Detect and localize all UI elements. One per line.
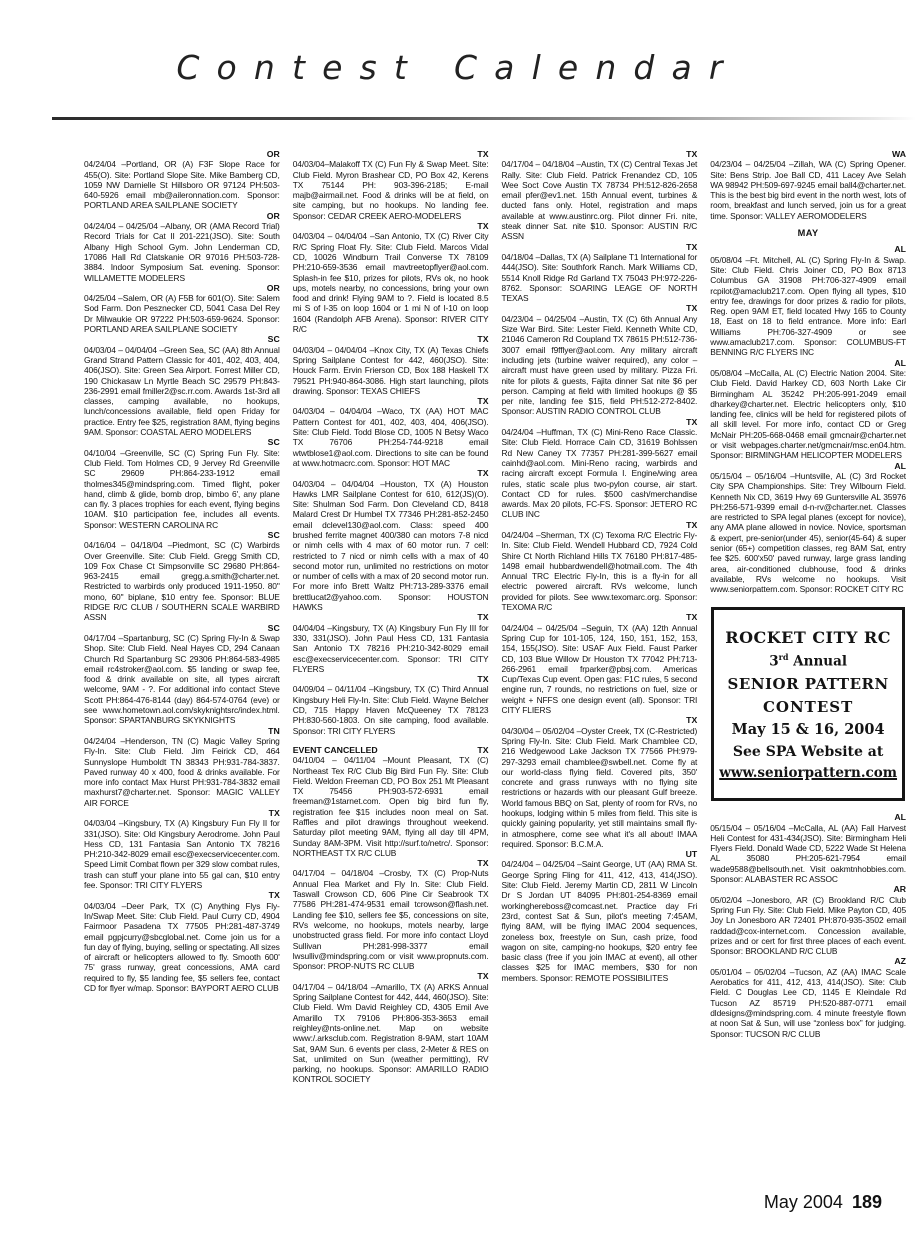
listing-entry: 04/25/04 –Salem, OR (A) F5B for 601(O). Site: Salem Sod Farm. Don Pesznecker CD, 5041 Casa Del Rey Dr Milwaukie OR 97222 PH:503-659-9624. Sponsor: PORTLAND AREA SAILPLANE SOCIETY <box>84 293 280 335</box>
calendar-column-4 <box>710 149 906 1039</box>
state-label: TX <box>686 612 698 623</box>
state-label: TX <box>268 890 280 901</box>
state-label: TN <box>268 725 280 736</box>
ad-line-superscript: rd <box>778 652 789 663</box>
state-label: OR <box>266 282 280 293</box>
ad-line: www.seniorpattern.com <box>719 765 898 782</box>
listing-entry: 04/03/04 – 04/04/04 –Houston, TX (A) Houston Hawks LMR Sailplane Contest for 610, 612(JS)(O). Site: Shulman Sod Farm. Don Cleveland CD, 8418 Malard Crest Dr Humbel TX 77346 PH:281-852-2450 email dclevel130@aol.com. Class: speed 400 brushed ferrite magnet 400/380 can motors 7-8 nicd or nimh cells with 4 max of 60 motor run. 7 cell: restricted to 7 nicd or nimh cells with a max of 40 second motor run, unlimited no restrictions on motor or number of cells with a max of 20 second motor run. For more info Brett Waltz PH:713-289-3376 email brettlucat2@yahoo.com. Sponsor: HOUSTON HAWKS <box>292 478 489 613</box>
page-footer <box>764 1192 882 1213</box>
state-label: TX <box>477 149 489 159</box>
listing-entry: 05/01/04 – 05/02/04 –Tucson, AZ (AA) IMAC Scale Aerobatics for 411, 412, 413, 414(JSO). Site: Club Field. C Douglas Lee CD, 1145 E Kleindale Rd Tucson AZ 85719 PH:520-887-0771 email dldesigns@mindspring.com. 4 minute freestyle flown at noon Sat & Sun, will use “zonless box” for judging. Sponsor: TUCSON R/C CLUB <box>710 966 906 1039</box>
listing-entry: 04/03/04 –Kingsbury, TX (A) Kingsbury Fun Fly II for 331(JSO). Site: Old Kingsbury Aerodrome. John Paul Hess CD, 131 Fantasia San Antonio TX 78216 PH:210-342-8029 email esc@execservicecenter.com. Speed Limit Combat flown per 329 slow combat rules, trash can stuff your plane into 55 gal can, $10 entry fee. Sponsor: TRI CITY FLYERS <box>84 818 280 891</box>
senior-pattern-contest-ad <box>711 607 905 801</box>
listing-entry: 04/03/04–Malakoff TX (C) Fun Fly & Swap Meet. Site: Club Field. Myron Brashear CD, PO Box 42, Kerens TX 75144 PH: 903-396-2185; E-mail majb@airmail.net. Food & drinks will be at field, on site camping, but no hookups. No landing fee. Sponsor: CEDAR CREEK AERO-MODELERS <box>292 159 489 221</box>
state-label: TX <box>477 334 489 345</box>
state-label: TX <box>477 468 489 479</box>
cancelled-label: EVENT CANCELLED <box>292 744 378 755</box>
state-label: OR <box>266 210 280 221</box>
page-title <box>0 48 916 87</box>
listing-entry: 05/15/04 – 05/16/04 –Huntsville, AL (C) 3rd Rocket City SPA Championships. Site: Trey Wilbourn Field. Kenneth Nix CD, 3619 Hwy 69 Guntersville AL 35976 PH:256-571-9399 email d-n-rv@charter.net. Classes are restricted to SPA legal planes (except for novice), any AMA plane allowed in novice. Novice, sportsman & expert, pre-senior(under 45), senior(45-64) & super senior (65+) competition classes, reg 8AM Sat, entry fee $25. 600'x50' paved runway, large grass landing area, air-conditioned clubhouse, food & drinks available, RVs welcome no hookups. Visit www.seniorpattern.com. Sponsor: ROCKET CITY RC <box>710 470 906 595</box>
state-label: TX <box>686 241 698 252</box>
month-section-header: MAY <box>797 228 819 239</box>
listing-entry: 04/24/04 – 04/25/04 –Albany, OR (AMA Record Trial) Record Trials for Cat II 201-221(JSO). Site: South Albany High School Gym. John Lenderman CD, 17086 Hall Rd Clatskanie OR 97016 PH:503-728-3884. Indoor Symposium Sat. evening. Sponsor: WILLAMETTE MODELERS <box>84 221 280 283</box>
listing-entry: 04/24/04 –Henderson, TN (C) Magic Valley Spring Fly-In. Site: Club Field. Jim Feirick CD, 464 Sunnyslope Humboldt TN 38343 PH:931-784-3837. Paved runway 40 x 400, food & drinks available. For more info contact Max Hurst PH:931-784-3832 email maxhurst7@charter.net. Sponsor: MAGIC VALLEY AIR FORCE <box>84 735 280 808</box>
listing-entry: 04/18/04 –Dallas, TX (A) Sailplane T1 International for 444(JSO). Site: Southfork Ranch. Mark Williams CD, 5514 Knoll Ridge Rd Garland TX 75043 PH:972-226-8762. Sponsor: SOARING LEAGE OF NORTH TEXAS <box>501 251 698 304</box>
listing-entry: 04/04/04 –Kingsbury, TX (A) Kingsbury Fun Fly III for 330, 331(JSO). John Paul Hess CD, 131 Fantasia San Antonio TX 78216 PH:210-342-8029 email esc@execservicecenter.com. Sponsor: TRI CITY FLYERS <box>292 622 489 674</box>
state-label: TX <box>477 971 489 982</box>
listing-entry: 05/15/04 – 05/16/04 –McCalla, AL (AA) Fall Harvest Heli Contest for 431-434(JSO). Site: Birmingham Heli Flyers Field. Donald Wade CD, 5222 Wade St Helena AL 35080 PH:205-621-7954 email wade9588@bellsouth.net. Visit oakmtnhobbies.com. Sponsor: ALABASTER RC ASSOC <box>710 822 906 885</box>
listing-entry: 04/24/04 –Portland, OR (A) F3F Slope Race for 455(O). Site: Portland Slope Site. Mike Bamberg CD, 1059 NW Darnielle St Hillsboro OR 97124 PH:503-640-5926 email mb@aileronnation.com. Sponsor: PORTLAND AREA SAILPLANE SOCIETY <box>84 159 280 211</box>
listing-entry: 04/03/04 – 04/04/04 –San Antonio, TX (C) River City R/C Spring Float Fly. Site: Club Field. Marcos Vidal CD, 10026 Windburn Trail Converse TX 78109 PH:210-659-3536 email mavtreetopflyer@aol.com. Splash-in fee $10, prizes for pilots, RVs ok, no hook ups, motels nearby, no concessions, bring your own food and drink! Flying 9AM to ?. Field is located 8.5 mi S of I-35 on loop 1604 or 1 mi N of I-10 on loop 1604 (Randolph AFB Arena). Sponsor: RIVER CITY R/C <box>292 231 489 335</box>
ad-line: May 15 & 16, 2004 <box>731 721 885 739</box>
state-label: TX <box>477 858 489 869</box>
listing-entry: 04/16/04 – 04/18/04 –Piedmont, SC (C) Warbirds Over Greenville. Site: Club Field. Gregg Smith CD, 109 Fox Chase Ct Simpsonville SC 29680 PH:864-963-2415 email gregg.a.smith@charter.net. Restricted to warbirds only produced 1911-1950. 80" mono, 60" biplane, $10 entry fee. Sponsor: BLUE RIDGE R/C CLUB / SOUTHERN SCALE WARBIRD ASSN <box>84 540 280 623</box>
listing-entry: 04/03/04 – 04/04/04 –Green Sea, SC (AA) 8th Annual Grand Strand Pattern Classic for 401, 402, 403, 404, 406(JSO). Site: Green Sea Airport. Forrest Miller CD, 190 Chickasaw Ln Myrtle Beach SC 29579 PH:843-236-2991 email fmiller2@sc.rr.com. Awards 1st-3rd all classes, camping available, no hookups, lunch/concessions available, field open Friday for practice. Entry fee $25, registration 8AM, flying begins 9AM. Sponsor: COASTAL AERO MODELERS <box>84 344 280 438</box>
calendar-column-1 <box>84 149 280 993</box>
listing-entry: 04/30/04 – 05/02/04 –Oyster Creek, TX (C-Restricted) Spring Fly-In. Site: Club Field. Mark Chamblee CD, 216 Wedgewood Lake Jackson TX 77566 PH:979-297-3293 email chamblee@swbell.net. Come fly at our world-class flying field. Covered pits, 350' concrete and grass runways with no flying site restrictions or hazards with our pleasant Gulf breeze. World famous BBQ on Sat, plenty of room for RVs, no hookups, lodging within 5 miles from field. This site is quickly gaining popularity, yet still maintains small fly-in atmosphere, come see what it's all about! IMAA required. Sponsor: B.C.M.A. <box>501 725 698 849</box>
listing-entry: 04/17/04 –Spartanburg, SC (C) Spring Fly-In & Swap Shop. Site: Club Field. Neal Hayes CD, 294 Canaan Church Rd Spartanburg SC 29306 PH:864-583-4985 email rc4stroker@aol.com. $5 landing or swap fee, food & drink available on site, all types aircraft welcome, 9AM - ?. For additional info contact Steve Scott PH:864-476-8144 (day) 864-574-0764 (eve) or see www.hometown.aol.com/skyknightsrc/index.html. Sponsor: SPARTANBURG SKYKNIGHTS <box>84 632 280 726</box>
state-label: SC <box>267 622 280 633</box>
footer-issue: May 2004 <box>763 1192 843 1212</box>
ad-line: SENIOR PATTERN <box>727 674 889 693</box>
listing-entry: 04/03/04 –Deer Park, TX (C) Anything Flys Fly-In/Swap Meet. Site: Club Field. Paul Curry CD, 4904 Fairmoor Pasadena TX 77505 PH:281-487-3749 email pgpjcurry@sbcglobal.net. Come join us for a fun day of flying, buying, selling or spectating. All sizes of aircraft or helicopters allowed to fly. Smooth 600' 75' grass runway, great concessions, AMA card required to fly, $5 landing fee, $5 sellers fee, contact CD for flyer w/map. Sponsor: BAYPORT AERO CLUB <box>84 900 280 994</box>
state-label: TX <box>477 612 489 623</box>
ad-line-text: 3 <box>769 653 779 670</box>
cancelled-entry-header <box>293 745 489 755</box>
listing-entry: 04/03/04 – 04/04/04 –Waco, TX (AA) HOT MAC Pattern Contest for 401, 402, 403, 404, 406(JSO). Site: Club Field. Todd Blose CD, 1005 N Betsy Waco TX 76706 PH:254-744-9218 email wtwtblose1@aol.com. Directions to site can be found at www.hotmacrc.com. Sponsor: HOT MAC <box>292 406 489 468</box>
state-label: OR <box>266 149 280 159</box>
listing-entry: 04/10/04 –Greenville, SC (C) Spring Fun Fly. Site: Club Field. Tom Holmes CD, 9 Jervey Rd Greenville SC 29609 PH:864-233-1912 email tholmes345@mindspring.com. Timed flight, poker hand, climb & glide, bomb drop, bimbo 6', any plane can fly. 3 places trophies for each event, flying begins 10AM. $10 participation fee, includes all events. Sponsor: WESTERN CAROLINA RC <box>84 447 280 530</box>
listing-entry: 04/24/04 –Sherman, TX (C) Texoma R/C Electric Fly-In. Site: Club Field. Wendell Hubbard CD, 7924 Cold Shire Ct North Richland Hills TX 76180 PH:817-485-1498 email hubbardwendell@hotmail.com. The 4th Annual TRC Electric Fly-In, this is a fly-in for all electric powered aircraft. RVs welcome, lunch provided for pilots. See www.texomarc.org. Sponsor: TEXOMA R/C <box>501 529 698 613</box>
listing-entry: 04/23/04 – 04/25/04 –Zillah, WA (C) Spring Opener. Site: Bens Strip. Joe Ball CD, 411 Lacey Ave Selah WA 98942 PH:509-697-9245 email ball4@charter.net. This is the best big bird event in the north west, lots of room, breakfast and lunch served, join us for a great time. Sponsor: VALLEY AEROMODELERS <box>710 159 906 221</box>
state-label: TX <box>686 715 698 726</box>
state-label: TX <box>477 221 489 232</box>
state-label: TX <box>686 149 698 159</box>
listing-entry: 05/08/04 –Ft. Mitchell, AL (C) Spring Fly-In & Swap. Site: Club Field. Chris Joiner CD, PO Box 8713 Columbus GA 31908 PH:706-327-4909 email rcpilot@amaclub217.com. Open flying all types, $10 entry fee, drawings for door prizes & radio for pilots, Reg. open 9AM ET, field located Hwy 165 to County 18, East on 18 to field entrance. More info: Earl Williams PH:706-327-4909 or see www.amaclub217.com. Sponsor: COLUMBUS-FT BENNING R/C FLYERS INC <box>710 254 906 358</box>
ad-line: ROCKET CITY RC <box>725 628 891 648</box>
state-label: SC <box>267 334 280 345</box>
state-label: TX <box>477 744 489 755</box>
state-label: TX <box>477 396 489 407</box>
state-label: SC <box>267 437 280 448</box>
calendar-columns <box>84 149 906 1085</box>
header-rule <box>52 117 916 120</box>
state-label: AL <box>894 812 906 823</box>
state-label: AL <box>894 244 906 255</box>
ad-line: See SPA Website at <box>732 743 884 760</box>
state-label: UT <box>685 849 698 860</box>
listing-entry: 04/24/04 –Huffman, TX (C) Mini-Reno Race Classic. Site: Club Field. Horrace Cain CD, 31619 Bohlssen Rd New Caney TX 77357 PH:281-399-5627 email cainhd@aol.com. Mini-Reno racing, warbirds and racing aircraft except Formula I. Engine/wing area rules, static scale plus two-pylon course, air start. Contact CD for rules. $500 cash/merchandise awards. Max 20 pilots, FC-FS. Sponsor: JETERO RC CLUB INC <box>501 427 698 520</box>
listing-entry: 05/08/04 –McCalla, AL (C) Electric Nation 2004. Site: Club Field. David Harkey CD, 603 North Lake Cir Birmingham AL 35242 PH:205-991-2049 email dharkey@charter.net. Electric helicopters only, $10 landing fee, clinics will be held for registered pilots of all skill level. For more info, contact CD or Greg McNair PH:205-668-0468 email gmcnair@charter.net or visit webpages.charter.net/gmcnair/msc.en04.htm. Sponsor: BIRMINGHAM HELICOPTER MODELERS <box>710 367 906 461</box>
state-label: SC <box>267 529 280 540</box>
state-label: AL <box>894 460 906 471</box>
listing-entry: 04/03/04 – 04/04/04 –Knox City, TX (A) Texas Chiefs Spring Sailplane Contest for 442, 460(JSO). Site: Houck Farm. Ervin Frierson CD, Box 188 Haskell TX 79521 PH:940-864-3086. High start launching, pilots drawing. Sponsor: TEXAS CHIEFS <box>292 344 489 396</box>
ad-line <box>718 651 898 672</box>
listing-entry: 04/24/04 – 04/25/04 –Seguin, TX (AA) 12th Annual Spring Cup for 101-105, 124, 150, 151, 152, 153, 154, 155(JSO). Site: USAF Aux Field. Faust Parker CD, 103 Blue Willow Dr Houston TX 77042 PH:713-266-2961 email frparker@pbsj.com. Americas Cup/Texas Cup event. Open gas: F1C rules, 5 second engine run, 7 rounds, no restrictions on fuel, size or weight + NFFS one design event (all). Sponsor: TRI CITY FLIERS <box>501 622 698 716</box>
listing-entry: 04/24/04 – 04/25/04 –Saint George, UT (AA) RMA St. George Spring Fling for 411, 412, 413, 414(JSO). Site: Club Field. Jeremy Martin CD, 2811 W Lincoln Dr S Jordan UT 84095 PH:801-254-8369 email workinghereboss@comcast.net. Practice day Fri 23rd, contest Sat & Sun, pilot's meeting 7:45AM, flying 8AM, will be flying IMAC 2004 sequences, zoneless box, freestyle on Sun, cash prize, food wagon on site, camping-no hookups, $20 entry fee basic class (free if you join IMAC at event), all other classes $25 for IMAC members, $30 for non members. Sponsor: REMOTE POSSIBILITES <box>501 859 698 983</box>
state-label: TX <box>686 519 698 530</box>
state-label: TX <box>268 808 280 818</box>
ad-line-text: Annual <box>788 653 847 670</box>
listing-entry: 04/17/04 – 04/18/04 –Austin, TX (C) Central Texas Jet Rally. Site: Club Field. Patrick Frenandez CD, 105 Wee Soct Cove Austin TX 78734 PH:512-826-2658 email pfer@ev1.net. 15th Annual event, turbines & ducted fans only. Hotel, registration and maps available at www.austinrc.org. Pilot dinner Fri. nite, steak dinner Sat. nite $10. Sponsor: AUSTIN R/C ASSN <box>501 159 698 242</box>
state-label: TX <box>686 303 698 314</box>
calendar-column-2 <box>293 149 489 1085</box>
calendar-column-3 <box>502 149 698 983</box>
state-label: AZ <box>894 956 906 967</box>
state-label: AL <box>894 357 906 368</box>
state-label: AR <box>893 884 906 895</box>
state-label: TX <box>477 674 489 685</box>
state-label: TX <box>686 416 698 427</box>
page-title-word-2: Calendar <box>453 48 740 87</box>
state-label: WA <box>892 149 906 159</box>
ad-line: CONTEST <box>762 697 854 716</box>
page-title-word-1: Contest <box>176 48 424 87</box>
listing-entry: 04/10/04 – 04/11/04 –Mount Pleasant, TX (C) Northeast Tex R/C Club Big Bird Fun Fly. Site: Club Field. Weldon Freeman CD, PO Box 251 Mt Pleasant TX 75456 PH:903-572-6931 email freeman@1starnet.com. Open big bird fun fly, registration fee $15 includes noon meal on Sat. Raffles and pilot drawings throughout weekend. Saturday pilot meeting 9AM, flying all day till 4PM, Sunday 8AM-3PM. Visit http://surf.to/netrc/. Sponsor: NORTHEAST TX R/C CLUB <box>292 755 489 858</box>
listing-entry: 04/17/04 – 04/18/04 –Crosby, TX (C) Prop-Nuts Annual Flea Market and Fly In. Site: Club Field. Taswall Crowson CD, 606 Pine Cir Seabrook TX 77586 PH:281-474-9531 email tcrowson@flash.net. Landing fee $10, sellers fee $5, concessions on site, RVs welcome, no hookups, motels nearby, large unobstructed grass field. For more info contact Lloyd Sullivan PH:281-998-3377 email lwsulliv@mindspring.com or visit www.propnuts.com. Sponsor: PROP-NUTS RC CLUB <box>292 868 489 972</box>
listing-entry: 04/23/04 – 04/25/04 –Austin, TX (C) 6th Annual Any Size War Bird. Site: Lester Field. Kenneth White CD, 21046 Cameron Rd Coupland TX 78615 PH:512-736-3007 email f9fflyer@aol.com. Any military aircraft including jets (turbine waiver required), any color – aircraft must have green used by military. Pizza Fri. nite for pilots & guests, Fajita dinner Sat nite $6 per person. Camping at field with limited hookups @ $5 per nite, landing fee $15, field PH:512-272-8402. Sponsor: AUSTIN RADIO CONTROL CLUB <box>501 313 698 417</box>
footer-page-number: 189 <box>851 1192 882 1212</box>
listing-entry: 04/09/04 – 04/11/04 –Kingsbury, TX (C) Third Annual Kingsbury Heli Fly-In. Site: Club Field. Wayne Belcher CD, 715 Happy Haven McQueeney TX 78123 PH:830-560-1803. On site camping, food available. Sponsor: TRI CITY FLYERS <box>292 684 489 736</box>
listing-entry: 05/02/04 –Jonesboro, AR (C) Brookland R/C Club Spring Fun Fly. Site: Club Field. Mike Payton CD, 405 Joy Ln Jonesboro AR 72401 PH:870-935-3502 email raddad@cox-internet.com. Concession available, prizes and or cert for first three places of each event. Sponsor: BROOKLAND R/C CLUB <box>710 894 906 957</box>
listing-entry: 04/17/04 – 04/18/04 –Amarillo, TX (A) ARKS Annual Spring Sailplane Contest for 442, 444, 460(JSO). Site: Club Field. Wm David Reighley CD, 4305 Emil Ave Amarillo TX 79106 PH:806-353-3653 email reighley@nts-online.net. Map on website www:/.arksclub.com. Registration 8-9AM, start 10AM Sat, 9AM Sun. 6 events per class, 2-Meter & RES on Sat, unlimited on Sun (weather permitting), RV parking, no hookups. Sponsor: AMARILLO RADIO KONTROL SOCIETY <box>292 981 489 1085</box>
